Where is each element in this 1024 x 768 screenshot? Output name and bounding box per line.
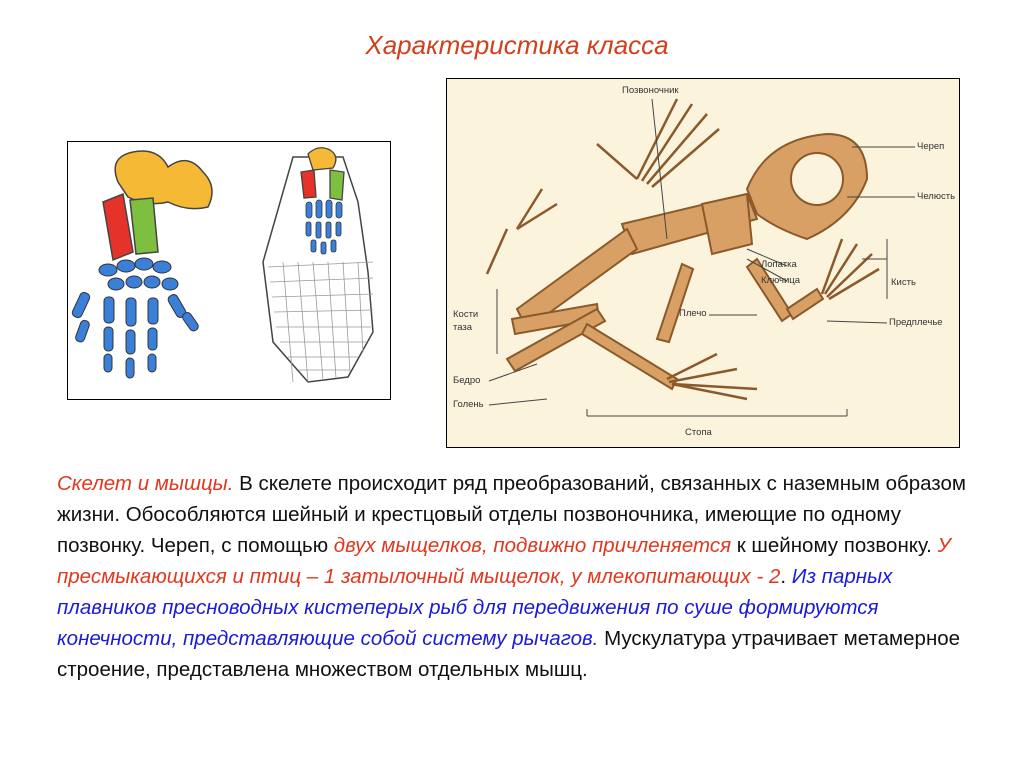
text-highlight-reptiles: У пресмыкающихся и птиц – 1 затылочный мыщелок, у млекопитающих - 2 (57, 534, 951, 588)
label-pelvis-line1: Кости (453, 309, 479, 320)
text-segment-4: Мускулатура утрачивает метамерное строение, представлена множеством отдельных мышц. (57, 627, 961, 681)
label-spine: Позвоночник (622, 85, 679, 96)
text-segment-1: В скелете происходит ряд преобразований, связанных с наземным образом жизни. Обособляются шейный и крестцовый отделы позвоночника, имеющие по одному позвонку. Череп, с помощью (57, 472, 966, 557)
text-segment-3: . (780, 565, 792, 588)
text-segment-2: к шейному позвонку. (731, 534, 938, 557)
label-femur: Бедро (453, 375, 481, 386)
label-jaw: Челюсть (917, 191, 956, 202)
label-skull: Череп (917, 141, 945, 152)
frog-skeleton-illustration (447, 79, 959, 447)
limb-comparison-illustration (68, 142, 390, 399)
label-forearm: Предплечье (889, 317, 943, 328)
label-shoulder: Плечо (679, 308, 707, 319)
frog-skeleton-figure (446, 78, 960, 448)
label-hand: Кисть (891, 277, 916, 288)
text-highlight-limbs: Из парных плавников пресноводных кистеперых рыб для передвижения по суше формируются конечности, представляющие собой систему рычагов. (57, 565, 893, 650)
body-paragraph (57, 468, 977, 685)
label-scapula: Лопатка (761, 259, 797, 270)
text-heading-skeleton: Скелет и мышцы. (57, 472, 234, 495)
label-pelvis-line2: таза (453, 322, 473, 333)
page-title: Характеристика класса (365, 30, 669, 60)
label-foot: Стопа (685, 427, 712, 438)
label-clavicle: Ключица (761, 275, 800, 286)
limb-comparison-figure (67, 141, 391, 400)
text-highlight-condyles: двух мыщелков, подвижно причленяется (333, 534, 732, 557)
label-shin: Голень (453, 399, 484, 410)
